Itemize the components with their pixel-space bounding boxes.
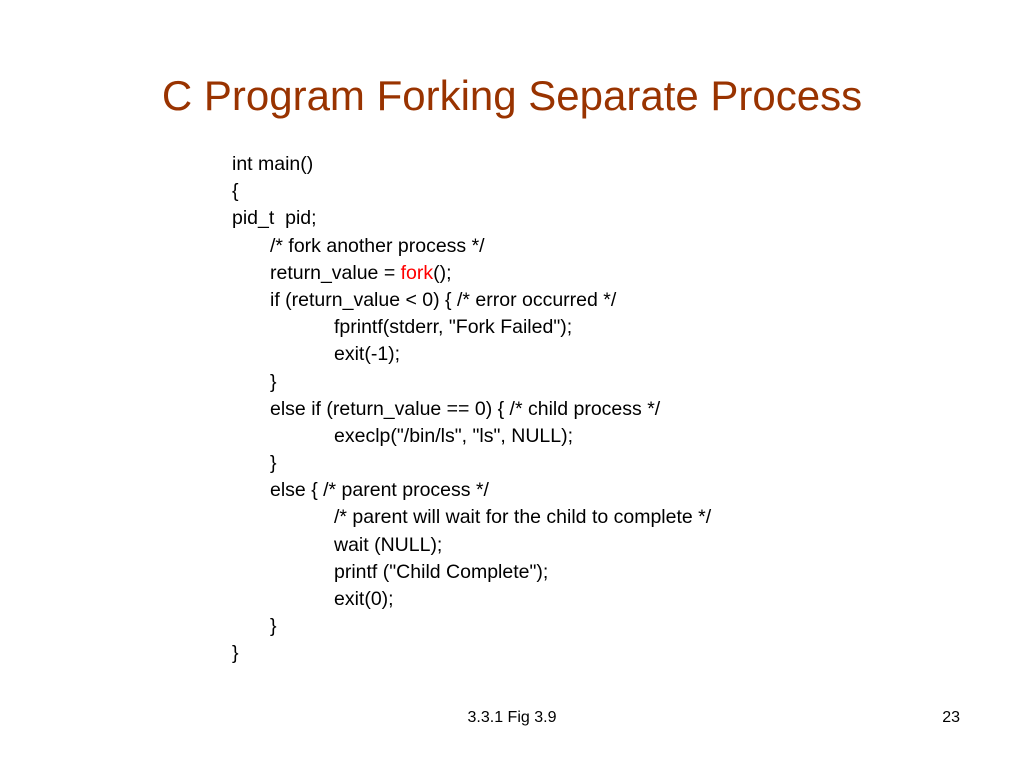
- code-line: pid_t pid;: [232, 207, 317, 230]
- fork-keyword: fork: [400, 261, 434, 284]
- code-line-fork-call: [232, 260, 872, 287]
- code-line: exit(0);: [334, 588, 394, 610]
- code-text: ();: [433, 261, 452, 284]
- code-text: return_value =: [270, 261, 401, 284]
- code-line: /* parent will wait for the child to complete */: [334, 506, 712, 529]
- code-line: }: [270, 452, 277, 475]
- code-line: /* fork another process */: [270, 234, 485, 257]
- code-line: else if (return_value == 0) { /* child process */: [270, 397, 661, 420]
- code-line: int main(): [232, 153, 314, 175]
- code-line: }: [270, 370, 277, 393]
- code-line: if (return_value < 0) { /* error occurred */: [270, 288, 617, 311]
- slide-title: C Program Forking Separate Process: [161, 72, 863, 119]
- code-line: fprintf(stderr, "Fork Failed");: [334, 316, 573, 339]
- code-line: exit(-1);: [334, 343, 401, 366]
- code-line: execlp("/bin/ls", "ls", NULL);: [334, 424, 574, 447]
- code-line: }: [232, 642, 239, 665]
- page-number: 23: [942, 709, 960, 726]
- code-line: {: [232, 180, 239, 203]
- code-block: [232, 151, 872, 668]
- footer-caption: 3.3.1 Fig 3.9: [467, 709, 557, 726]
- code-line: else { /* parent process */: [270, 479, 489, 502]
- code-line: }: [270, 615, 277, 638]
- code-line: wait (NULL);: [334, 533, 443, 556]
- code-line: printf ("Child Complete");: [334, 560, 549, 583]
